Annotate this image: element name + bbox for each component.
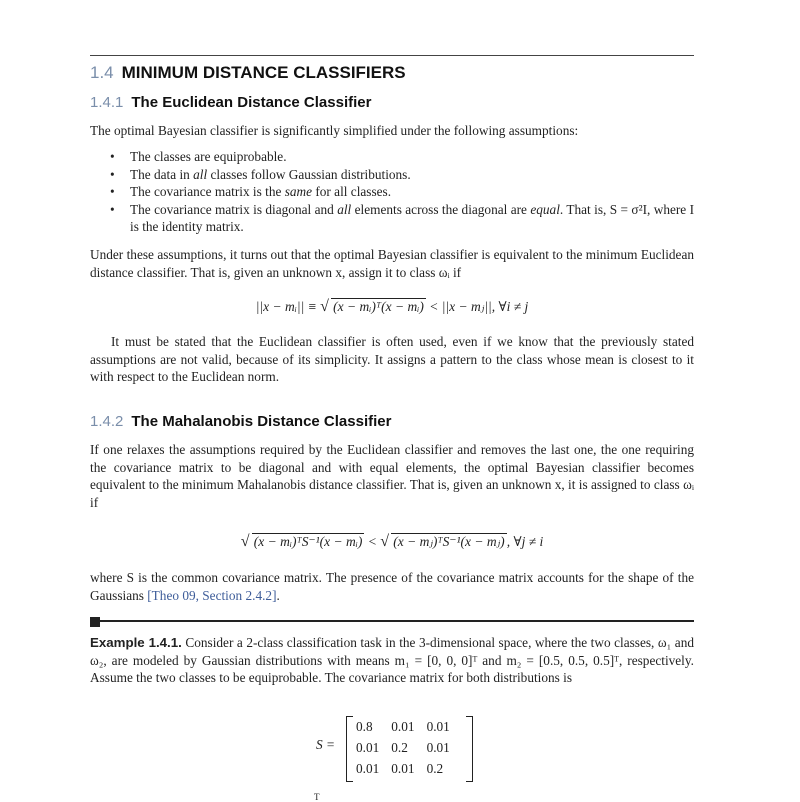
intro-paragraph: The optimal Bayesian classifier is significantly simplified under the following assumptions: <box>90 123 579 138</box>
subsection-title: The Euclidean Distance Classifier <box>131 94 372 111</box>
list-item: • The covariance matrix is diagonal and all elements across the diagonal are equal. That is, S = σ²I, where I is the identity matrix. <box>110 201 695 235</box>
section-number: 1.4 <box>90 63 114 82</box>
subsection-title: The Mahalanobis Distance Classifier <box>131 413 392 430</box>
section-title: MINIMUM DISTANCE CLASSIFIERS <box>121 63 406 82</box>
assumptions-list <box>108 148 694 236</box>
right-bracket <box>466 716 473 782</box>
bottom-fragment: T <box>314 792 320 802</box>
paragraph-mahalanobis: If one relaxes the assumptions required by the Euclidean classifier and removes the last one, the one requiring the covariance matrix to be diagonal and with equal elements, the optimal Bayesian classifier becomes equivalent to the minimum Mahalanobis distance classifier. That is, given an unknown x, it is assigned to class ωᵢ if <box>90 442 694 510</box>
equation-mahalanobis: √ (x − mᵢ)ᵀS⁻¹(x − mᵢ) < √ (x − mⱼ)ᵀS⁻¹(x − mⱼ) , ∀j ≠ i <box>240 533 544 550</box>
paragraph-equivalence: Under these assumptions, it turns out that the optimal Bayesian classifier is equivalent to the minimum Euclidean distance classifier. That is, given an unknown x, assign it to class ωᵢ if <box>90 247 694 280</box>
paragraph-covariance: where S is the common covariance matrix. The presence of the covariance matrix accounts for the shape of the Gaussians [Theo 09, Section 2.4.2]. <box>90 570 694 603</box>
document-page <box>90 0 694 800</box>
matrix-table <box>350 716 456 779</box>
example-rule <box>100 620 694 622</box>
table-row: 0.8 0.01 0.01 <box>356 718 450 734</box>
subsection-number: 1.4.1 <box>90 94 124 111</box>
subsection-heading-euclidean <box>90 94 371 111</box>
example-marker <box>90 617 100 627</box>
matrix-lhs: S = <box>316 737 335 752</box>
citation-link[interactable]: [Theo 09, Section 2.4.2] <box>147 587 277 603</box>
table-row: 0.01 0.2 0.01 <box>356 739 450 755</box>
list-item: • The classes are equiprobable. <box>110 149 287 164</box>
list-item: • The data in all classes follow Gaussian distributions. <box>110 166 411 182</box>
paragraph-euclidean-note: It must be stated that the Euclidean classifier is often used, even if we know that the previously stated assumptions are not valid, because of its simplicity. It assigns a pattern to the class whose mean is closest to it with respect to the Euclidean norm. <box>90 334 694 385</box>
header-rule <box>90 55 694 56</box>
equation-euclidean: ||x − mᵢ|| ≡ √ (x − mᵢ)ᵀ(x − mᵢ) < ||x − mⱼ||, ∀i ≠ j <box>255 298 529 315</box>
table-row: 0.01 0.01 0.2 <box>356 760 444 776</box>
section-heading <box>90 63 406 83</box>
subsection-number: 1.4.2 <box>90 413 124 430</box>
list-item: • The covariance matrix is the same for all classes. <box>110 184 392 200</box>
subsection-heading-mahalanobis <box>90 413 391 430</box>
example-label: Example 1.4.1. <box>90 635 182 650</box>
example-paragraph: Example 1.4.1. Consider a 2-class classification task in the 3-dimensional space, where the two classes, ω₁ and ω₂, are modeled by Gaussian distributions with means m₁ = [0, 0, 0]ᵀ and m₂ = [0.5, 0.5, 0.5]ᵀ, respectively. Assume the two classes to be equiprobable. The covariance matrix for both distributions is <box>90 635 694 686</box>
